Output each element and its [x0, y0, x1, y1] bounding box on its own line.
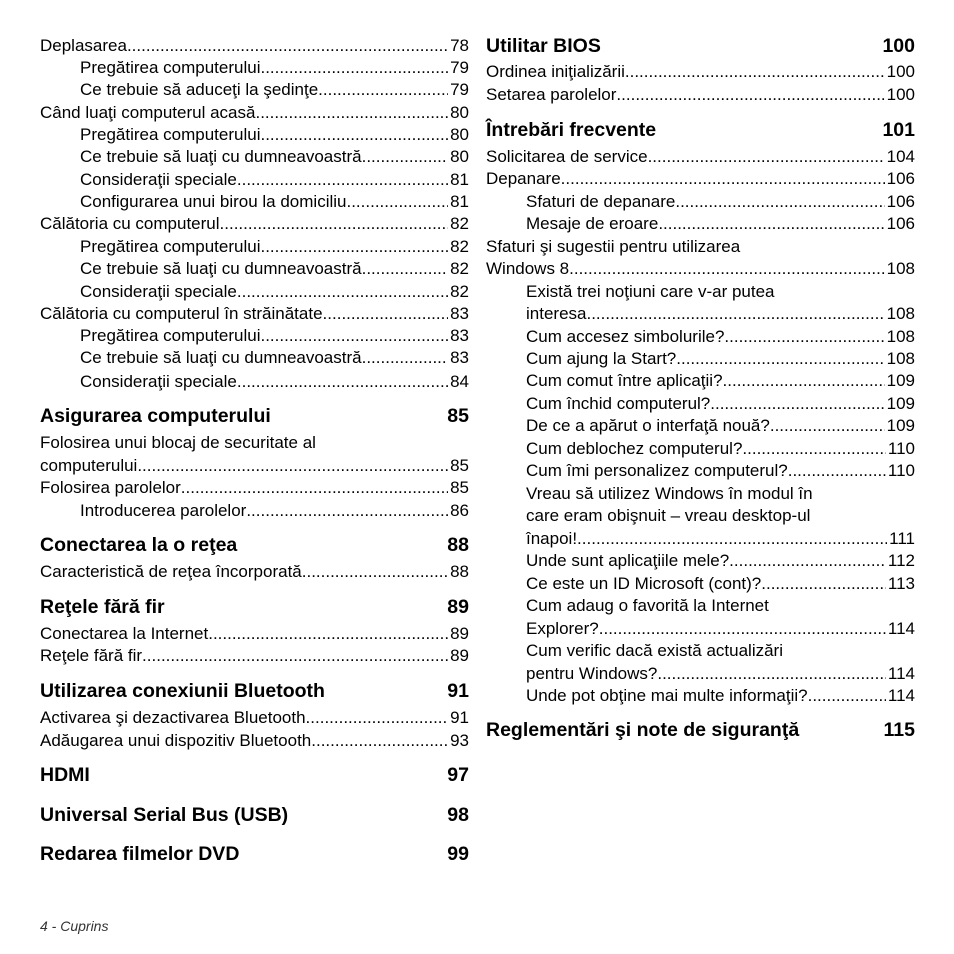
page-number: 80	[450, 147, 469, 166]
page-number: 110	[887, 461, 915, 480]
entry-title: Setarea parolelor	[486, 85, 617, 104]
dot-leader	[181, 478, 448, 498]
page-number: 86	[450, 501, 469, 520]
entry-title: Deplasarea	[40, 36, 127, 55]
toc-entry[interactable]	[80, 125, 469, 145]
page-number: 89	[450, 646, 469, 665]
entry-title: Consideraţii speciale	[80, 282, 237, 301]
toc-entry[interactable]	[80, 259, 469, 279]
page-number: 114	[887, 686, 915, 705]
toc-entry[interactable]	[526, 349, 915, 369]
page-number: 115	[883, 719, 915, 741]
page-number: 101	[882, 119, 915, 141]
toc-entry[interactable]	[526, 461, 915, 481]
page-number: 91	[447, 680, 469, 702]
dot-leader	[616, 85, 884, 105]
dot-leader	[260, 237, 448, 257]
page-number: 85	[450, 456, 469, 475]
entry-title: Consideraţii speciale	[80, 170, 237, 189]
toc-entry-line[interactable]	[526, 641, 915, 661]
toc-section[interactable]	[40, 679, 469, 703]
entry-title: Folosirea unui blocaj de securitate al	[40, 433, 316, 452]
toc-entry-line[interactable]	[526, 596, 915, 616]
entry-title: Călătoria cu computerul în străinătate	[40, 304, 323, 323]
toc-entry[interactable]	[526, 439, 915, 459]
page-number: 82	[450, 259, 469, 278]
toc-entry[interactable]	[526, 394, 915, 414]
toc-entry[interactable]	[80, 348, 469, 368]
page-number: 80	[450, 103, 469, 122]
page-number: 109	[886, 416, 915, 435]
dot-leader	[137, 456, 448, 476]
toc-entry[interactable]	[526, 574, 915, 594]
entry-title: Depanare	[486, 169, 561, 188]
entry-title: Cum comut între aplicaţii?	[526, 371, 723, 390]
dot-leader	[599, 619, 886, 639]
dot-leader	[675, 192, 884, 212]
dot-leader	[742, 439, 885, 459]
entry-title: Reţele fără fir	[40, 646, 143, 665]
entry-title: Pregătirea computerului	[80, 58, 261, 77]
toc-entry[interactable]	[40, 731, 469, 751]
dot-leader	[346, 192, 448, 212]
entry-title: Ce trebuie să luaţi cu dumneavoastră	[80, 147, 362, 166]
entry-title: înapoi!	[526, 529, 578, 548]
toc-entry-line[interactable]	[40, 433, 469, 453]
entry-title: Călătoria cu computerul	[40, 214, 220, 233]
page-number: 106	[886, 214, 915, 233]
page-number: 108	[886, 349, 915, 368]
page-number: 109	[886, 394, 915, 413]
section-title: Reglementări şi note de siguranţă	[486, 719, 800, 741]
page-number: 79	[450, 80, 469, 99]
toc-entry[interactable]	[80, 147, 469, 167]
section-title: Întrebări frecvente	[486, 119, 657, 141]
dot-leader	[770, 416, 885, 436]
dot-leader	[237, 372, 448, 392]
toc-entry[interactable]	[526, 551, 915, 571]
entry-title: Windows 8	[486, 259, 570, 278]
page-number: 81	[450, 170, 469, 189]
dot-leader	[658, 214, 884, 234]
page-number: 89	[450, 624, 469, 643]
dot-leader	[127, 36, 448, 56]
dot-leader	[246, 501, 448, 521]
dot-leader	[311, 731, 448, 751]
toc-entry[interactable]	[80, 237, 469, 257]
page-number: 106	[886, 192, 915, 211]
section-title: Utilitar BIOS	[486, 35, 601, 57]
page-number: 83	[450, 348, 469, 367]
toc-section[interactable]	[486, 718, 915, 742]
toc-entry[interactable]	[40, 214, 469, 234]
entry-title: Activarea şi dezactivarea Bluetooth	[40, 708, 306, 727]
dot-leader	[761, 574, 886, 594]
toc-entry[interactable]	[526, 214, 915, 234]
toc-entry[interactable]	[486, 62, 915, 82]
dot-leader	[362, 348, 448, 368]
page-number: 114	[887, 619, 915, 638]
toc-section[interactable]	[40, 803, 469, 827]
toc-entry[interactable]	[40, 624, 469, 644]
dot-leader	[710, 394, 884, 414]
toc-entry[interactable]	[80, 282, 469, 302]
toc-entry[interactable]	[526, 371, 915, 391]
page-number: 80	[450, 125, 469, 144]
dot-leader	[561, 169, 885, 189]
toc-entry[interactable]	[526, 304, 915, 324]
page-number: 88	[447, 534, 469, 556]
entry-title: pentru Windows?	[526, 664, 658, 683]
dot-leader	[724, 327, 884, 347]
toc-entry[interactable]	[526, 529, 915, 549]
dot-leader	[323, 304, 449, 324]
page-number: 100	[886, 85, 915, 104]
section-title: Conectarea la o reţea	[40, 534, 238, 556]
page-number: 113	[887, 574, 915, 593]
entry-title: Conectarea la Internet	[40, 624, 209, 643]
page-number: 93	[450, 731, 469, 750]
page-number: 108	[886, 327, 915, 346]
page-number: 99	[447, 843, 469, 865]
page-number: 111	[889, 529, 915, 548]
entry-title: Cum adaug o favorită la Internet	[526, 596, 769, 615]
entry-title: Configurarea unui birou la domiciliu	[80, 192, 347, 211]
page-number: 85	[447, 405, 469, 427]
entry-title: Cum accesez simbolurile?	[526, 327, 725, 346]
toc-entry[interactable]	[526, 416, 915, 436]
toc-entry[interactable]	[40, 456, 469, 476]
entry-title: Există trei noţiuni care v-ar putea	[526, 282, 775, 301]
toc-entry[interactable]	[80, 80, 469, 100]
toc-section[interactable]	[40, 404, 469, 428]
section-title: Reţele fără fir	[40, 596, 165, 618]
toc-entry[interactable]	[486, 259, 915, 279]
entry-title: De ce a apărut o interfaţă nouă?	[526, 416, 770, 435]
section-title: Asigurarea computerului	[40, 405, 271, 427]
dot-leader	[362, 147, 448, 167]
toc-section[interactable]	[40, 595, 469, 619]
toc-section[interactable]	[40, 533, 469, 557]
toc-entry[interactable]	[40, 103, 469, 123]
page-number: 89	[447, 596, 469, 618]
entry-title: Ce trebuie să aduceţi la şedinţe	[80, 80, 319, 99]
dot-leader	[237, 170, 448, 190]
entry-title: Pregătirea computerului	[80, 125, 261, 144]
toc-entry-line[interactable]	[526, 282, 915, 302]
entry-title: Sfaturi şi sugestii pentru utilizarea	[486, 237, 741, 256]
dot-leader	[586, 304, 884, 324]
dot-leader	[260, 125, 448, 145]
toc-entry[interactable]	[80, 170, 469, 190]
entry-title: Mesaje de eroare	[526, 214, 659, 233]
toc-entry[interactable]	[526, 619, 915, 639]
page-number: 83	[450, 304, 469, 323]
entry-title: Cum verific dacă există actualizări	[526, 641, 783, 660]
entry-title: Unde pot obţine mai multe informaţii?	[526, 686, 808, 705]
entry-title: Unde sunt aplicaţiile mele?	[526, 551, 730, 570]
toc-entry-line[interactable]	[526, 506, 915, 526]
page-number: 81	[450, 192, 469, 211]
dot-leader	[657, 664, 886, 684]
entry-title: Consideraţii speciale	[80, 372, 237, 391]
entry-title: Când luaţi computerul acasă	[40, 103, 256, 122]
toc-entry[interactable]	[80, 326, 469, 346]
section-title: Universal Serial Bus (USB)	[40, 804, 289, 826]
page-number: 85	[450, 478, 469, 497]
dot-leader	[676, 349, 884, 369]
dot-leader	[260, 58, 448, 78]
toc-entry[interactable]	[80, 501, 469, 521]
entry-title: Ordinea iniţializării	[486, 62, 625, 81]
entry-title: Folosirea parolelor	[40, 478, 181, 497]
page-number: 108	[886, 259, 915, 278]
toc-section[interactable]	[486, 118, 915, 142]
toc-section[interactable]	[486, 34, 915, 58]
toc-entry-line[interactable]	[486, 237, 915, 257]
entry-title: Ce trebuie să luaţi cu dumneavoastră	[80, 259, 362, 278]
entry-title: Ce este un ID Microsoft (cont)?	[526, 574, 762, 593]
dot-leader	[648, 147, 885, 167]
toc-entry[interactable]	[40, 646, 469, 666]
page-number: 104	[886, 147, 915, 166]
page-number: 88	[450, 562, 469, 581]
entry-title: Cum deblochez computerul?	[526, 439, 743, 458]
toc-entry[interactable]	[40, 36, 469, 56]
dot-leader	[208, 624, 448, 644]
page-number: 82	[450, 214, 469, 233]
page-number: 91	[450, 708, 469, 727]
toc-entry[interactable]	[486, 85, 915, 105]
toc-entry[interactable]	[486, 169, 915, 189]
dot-leader	[625, 62, 885, 82]
toc-entry[interactable]	[80, 58, 469, 78]
page-number: 97	[447, 764, 469, 786]
toc-entry[interactable]	[40, 562, 469, 582]
dot-leader	[569, 259, 884, 279]
dot-leader	[260, 326, 448, 346]
entry-title: Sfaturi de depanare	[526, 192, 676, 211]
page-number: 114	[887, 664, 915, 683]
dot-leader	[302, 562, 448, 582]
page-number: 110	[887, 439, 915, 458]
entry-title: Explorer?	[526, 619, 599, 638]
page-number: 84	[450, 372, 469, 391]
page-number: 83	[450, 326, 469, 345]
entry-title: Cum închid computerul?	[526, 394, 711, 413]
page-number: 108	[886, 304, 915, 323]
page-number: 106	[886, 169, 915, 188]
toc-entry-line[interactable]	[526, 484, 915, 504]
entry-title: Caracteristică de reţea încorporată	[40, 562, 302, 581]
dot-leader	[723, 371, 885, 391]
entry-title: computerului	[40, 456, 138, 475]
page-number: 100	[886, 62, 915, 81]
dot-leader	[220, 214, 449, 234]
entry-title: Pregătirea computerului	[80, 326, 261, 345]
entry-title: Solicitarea de service	[486, 147, 648, 166]
page-number: 82	[450, 237, 469, 256]
section-title: Utilizarea conexiunii Bluetooth	[40, 680, 325, 702]
dot-leader	[306, 708, 449, 728]
page-number: 109	[886, 371, 915, 390]
dot-leader	[318, 80, 448, 100]
toc-section[interactable]	[40, 842, 469, 866]
section-title: HDMI	[40, 764, 90, 786]
page-number: 78	[450, 36, 469, 55]
toc-entry[interactable]	[526, 192, 915, 212]
dot-leader	[808, 686, 886, 706]
entry-title: interesa	[526, 304, 587, 323]
toc-entry[interactable]	[40, 304, 469, 324]
dot-leader	[729, 551, 886, 571]
entry-title: Cum ajung la Start?	[526, 349, 677, 368]
toc-section[interactable]	[40, 763, 469, 787]
entry-title: Introducerea parolelor	[80, 501, 247, 520]
toc-entry[interactable]	[486, 147, 915, 167]
toc-entry[interactable]	[40, 478, 469, 498]
dot-leader	[237, 282, 448, 302]
section-title: Redarea filmelor DVD	[40, 843, 240, 865]
dot-leader	[255, 103, 448, 123]
entry-title: Pregătirea computerului	[80, 237, 261, 256]
toc-entry[interactable]	[526, 327, 915, 347]
entry-title: Ce trebuie să luaţi cu dumneavoastră	[80, 348, 362, 367]
toc-entry[interactable]	[526, 686, 915, 706]
toc-entry[interactable]	[526, 664, 915, 684]
entry-title: care eram obişnuit – vreau desktop-ul	[526, 506, 811, 525]
dot-leader	[788, 461, 886, 481]
entry-title: Cum îmi personalizez computerul?	[526, 461, 788, 480]
entry-title: Adăugarea unui dispozitiv Bluetooth	[40, 731, 312, 750]
toc-entry[interactable]	[40, 708, 469, 728]
entry-title: Vreau să utilizez Windows în modul în	[526, 484, 813, 503]
page-number: 100	[882, 35, 915, 57]
page-number: 98	[447, 804, 469, 826]
dot-leader	[577, 529, 887, 549]
dot-leader	[362, 259, 448, 279]
page-number: 112	[887, 551, 915, 570]
page-footer: 4 - Cuprins	[40, 918, 109, 934]
dot-leader	[142, 646, 448, 666]
page-number: 79	[450, 58, 469, 77]
page-number: 82	[450, 282, 469, 301]
toc-entry[interactable]	[80, 372, 469, 392]
toc-entry[interactable]	[80, 192, 469, 212]
